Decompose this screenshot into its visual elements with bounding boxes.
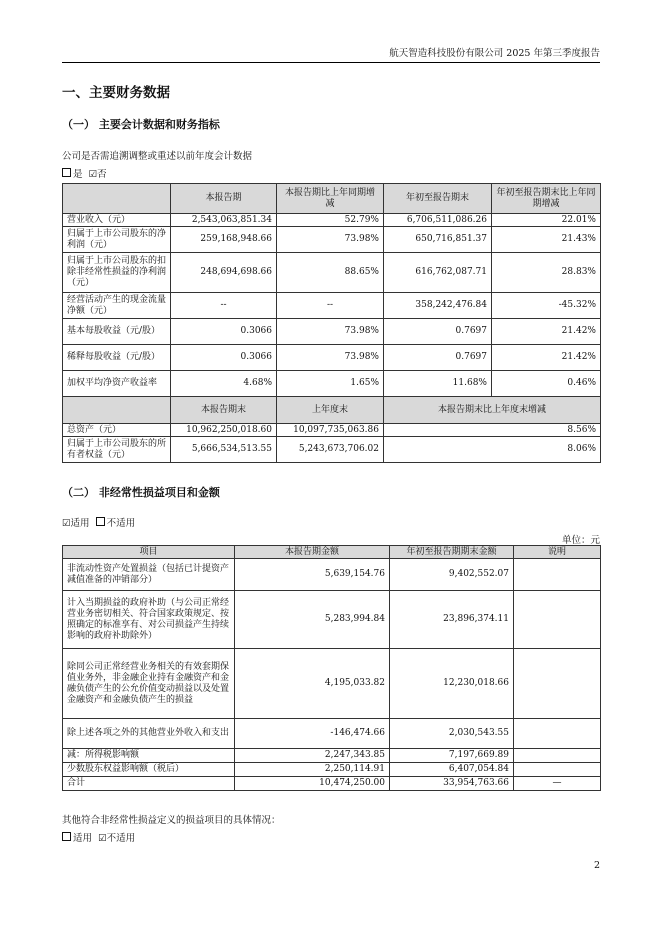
table-row	[63, 227, 601, 253]
cell: 23,896,374.11	[390, 591, 514, 649]
table-header-row	[63, 397, 601, 424]
subsection-title-2: （二） 非经常性损益项目和金额	[62, 486, 220, 499]
cell	[514, 559, 601, 591]
table-header: 项目	[63, 546, 235, 559]
cell: 1.65%	[277, 371, 384, 397]
subsection-title-1: （一） 主要会计数据和财务指标	[62, 118, 220, 131]
cell: 73.98%	[277, 319, 384, 345]
table-row	[63, 253, 601, 293]
cell: 21.42%	[492, 345, 601, 371]
cell: 0.3066	[171, 345, 277, 371]
cell: 21.43%	[492, 227, 601, 253]
cell: 5,243,673,706.02	[277, 437, 384, 463]
other-not-applicable-label: 不适用	[106, 833, 136, 844]
row-label: 除同公司正常经营业务相关的有效套期保值业务外，非金融企业持有金融资产和金融负债产生的公允价值变动损益以及处置金融资产和金融负债产生的损益	[63, 649, 235, 719]
cell: 88.65%	[277, 253, 384, 293]
checkbox-unchecked-icon[interactable]	[96, 517, 105, 526]
table-header: 年初至报告期期末金额	[390, 546, 514, 559]
applicable-label: 适用	[70, 518, 90, 529]
cell	[514, 649, 601, 719]
row-label: 归属于上市公司股东的扣除非经常性损益的净利润（元）	[63, 253, 171, 293]
table-header-row	[63, 546, 601, 559]
table-header: 年初至报告期末比上年同期增减	[492, 184, 601, 214]
restate-question: 公司是否需追溯调整或重述以前年度会计数据	[62, 151, 253, 162]
cell: 10,962,250,018.60	[171, 424, 277, 437]
cell: 22.01%	[492, 214, 601, 227]
cell: -146,474.66	[235, 719, 390, 749]
financial-data-table	[62, 183, 601, 463]
table-header: 上年度末	[277, 397, 384, 424]
header-rule	[62, 62, 600, 63]
cell: 10,474,250.00	[235, 777, 390, 791]
row-label: 减：所得税影响额	[63, 749, 235, 763]
table-row	[63, 293, 601, 319]
table-header-row	[63, 184, 601, 214]
table-header: 本报告期金额	[235, 546, 390, 559]
cell: 4.68%	[171, 371, 277, 397]
table-row	[63, 424, 601, 437]
row-label: 稀释每股收益（元/股）	[63, 345, 171, 371]
table-row	[63, 649, 601, 719]
cell: 2,030,543.55	[390, 719, 514, 749]
cell	[514, 719, 601, 749]
cell: 2,250,114.91	[235, 763, 390, 777]
cell: 4,195,033.82	[235, 649, 390, 719]
cell: --	[277, 293, 384, 319]
other-applicability-options	[62, 830, 135, 844]
cell: 73.98%	[277, 345, 384, 371]
cell: -45.32%	[492, 293, 601, 319]
table-row	[63, 345, 601, 371]
table-header: 本报告期	[171, 184, 277, 214]
row-label: 合计	[63, 777, 235, 791]
cell: 6,407,054.84	[390, 763, 514, 777]
cell: 28.83%	[492, 253, 601, 293]
table-row	[63, 719, 601, 749]
row-label: 除上述各项之外的其他营业外收入和支出	[63, 719, 235, 749]
report-header: 航天智造科技股份有限公司 2025 年第三季度报告	[389, 48, 600, 59]
table-row	[63, 777, 601, 791]
cell: --	[171, 293, 277, 319]
cell: 259,168,948.66	[171, 227, 277, 253]
cell: 5,283,994.84	[235, 591, 390, 649]
row-label: 营业收入（元）	[63, 214, 171, 227]
cell: 0.7697	[384, 345, 492, 371]
cell: 73.98%	[277, 227, 384, 253]
cell: 650,716,851.37	[384, 227, 492, 253]
row-label: 加权平均净资产收益率	[63, 371, 171, 397]
cell: 33,954,763.66	[390, 777, 514, 791]
cell: 7,197,669.89	[390, 749, 514, 763]
table-header: 本报告期末比上年度末增减	[384, 397, 601, 424]
row-label: 非流动性资产处置损益（包括已计提资产减值准备的冲销部分）	[63, 559, 235, 591]
table-row	[63, 559, 601, 591]
cell: 11.68%	[384, 371, 492, 397]
table-row	[63, 763, 601, 777]
table-header	[63, 397, 171, 424]
table-row	[63, 319, 601, 345]
table-header: 年初至报告期末	[384, 184, 492, 214]
other-items-note: 其他符合非经常性损益定义的损益项目的具体情况：	[62, 815, 281, 826]
non-recurring-items-table	[62, 545, 601, 791]
cell: 52.79%	[277, 214, 384, 227]
row-label: 计入当期损益的政府补助（与公司正常经营业务密切相关、符合国家政策规定、按照确定的标准享有、对公司损益产生持续影响的政府补助除外）	[63, 591, 235, 649]
row-label: 少数股东权益影响额（税后）	[63, 763, 235, 777]
row-label: 基本每股收益（元/股）	[63, 319, 171, 345]
cell: 2,247,343.85	[235, 749, 390, 763]
checkbox-checked-icon[interactable]: ☑	[62, 518, 71, 529]
row-label: 归属于上市公司股东的净利润（元）	[63, 227, 171, 253]
checkbox-checked-icon[interactable]: ☑	[98, 833, 107, 844]
cell: 0.3066	[171, 319, 277, 345]
cell: 616,762,087.71	[384, 253, 492, 293]
cell: 8.56%	[384, 424, 601, 437]
other-applicable-label: 适用	[73, 833, 93, 844]
cell: 2,543,063,851.34	[171, 214, 277, 227]
table-header: 本报告期末	[171, 397, 277, 424]
restate-yes-label: 是	[73, 169, 83, 180]
unit-label: 单位：元	[561, 535, 600, 546]
cell	[514, 591, 601, 649]
checkbox-unchecked-icon[interactable]	[62, 832, 71, 841]
cell: —	[514, 777, 601, 791]
row-label: 经营活动产生的现金流量净额（元）	[63, 293, 171, 319]
cell: 5,666,534,513.55	[171, 437, 277, 463]
table-row	[63, 371, 601, 397]
cell: 12,230,018.66	[390, 649, 514, 719]
row-label: 总资产（元）	[63, 424, 171, 437]
restate-no-label: 否	[97, 169, 107, 180]
restate-options	[62, 166, 107, 180]
section-title: 一、主要财务数据	[62, 85, 170, 101]
cell	[514, 763, 601, 777]
checkbox-unchecked-icon[interactable]	[62, 168, 71, 177]
cell: 248,694,698.66	[171, 253, 277, 293]
row-label: 归属于上市公司股东的所有者权益（元）	[63, 437, 171, 463]
cell: 10,097,735,063.86	[277, 424, 384, 437]
cell: 358,242,476.84	[384, 293, 492, 319]
table-row	[63, 214, 601, 227]
table-header: 说明	[514, 546, 601, 559]
table-row	[63, 749, 601, 763]
not-applicable-label: 不适用	[106, 518, 136, 529]
applicability-options	[62, 515, 135, 529]
table-row	[63, 591, 601, 649]
cell: 5,639,154.76	[235, 559, 390, 591]
table-row	[63, 437, 601, 463]
cell: 0.7697	[384, 319, 492, 345]
cell: 6,706,511,086.26	[384, 214, 492, 227]
table-header	[63, 184, 171, 214]
checkbox-checked-icon[interactable]: ☑	[88, 169, 98, 180]
cell: 8.06%	[384, 437, 601, 463]
cell: 21.42%	[492, 319, 601, 345]
cell	[514, 749, 601, 763]
cell: 9,402,552.07	[390, 559, 514, 591]
page-number: 2	[593, 860, 600, 871]
table-header: 本报告期比上年同期增减	[277, 184, 384, 214]
cell: 0.46%	[492, 371, 601, 397]
